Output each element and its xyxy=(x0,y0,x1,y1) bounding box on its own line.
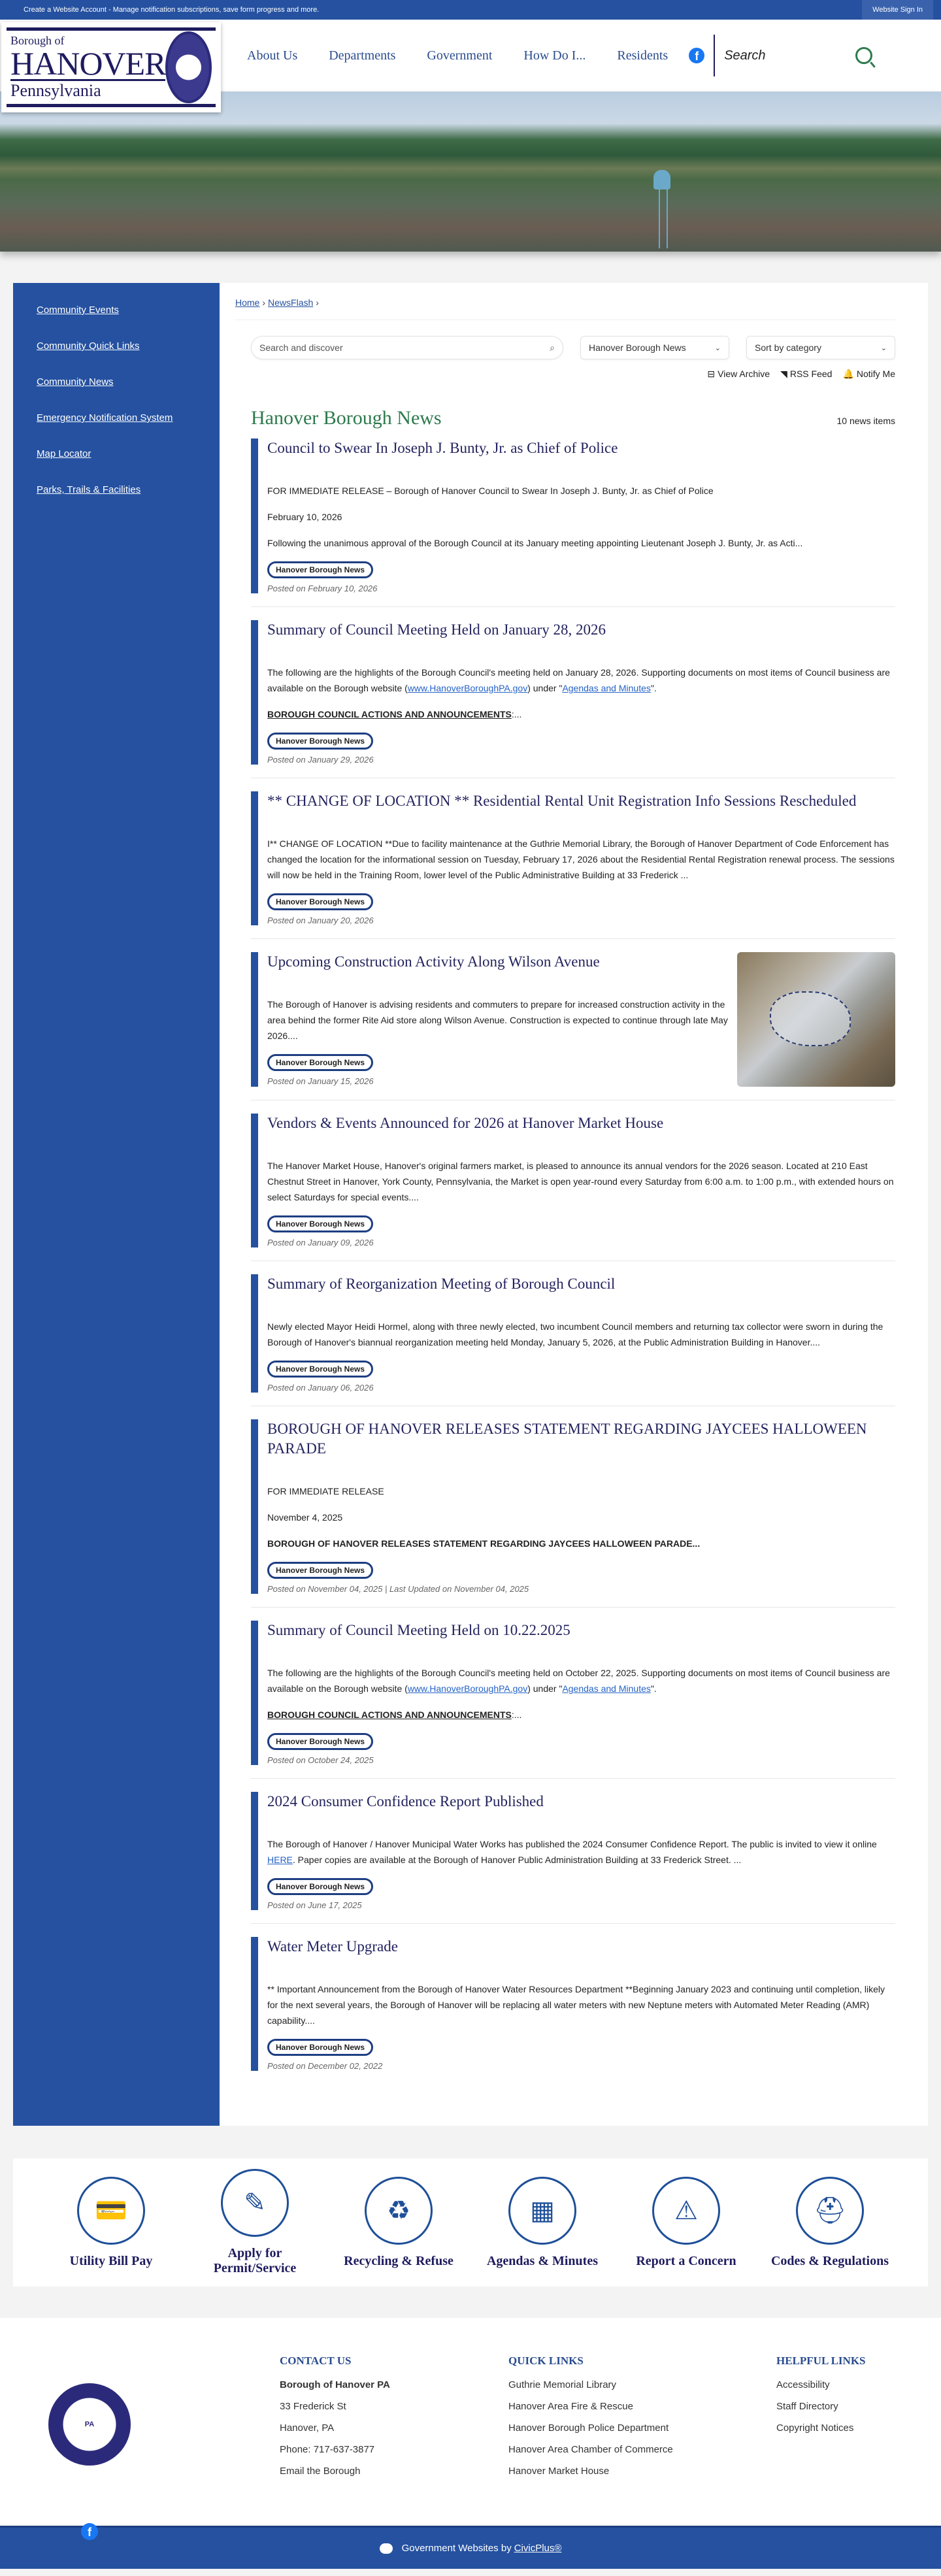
news-list-header xyxy=(251,407,895,429)
news-search-input[interactable] xyxy=(251,336,563,359)
footer-link[interactable]: Hanover Area Chamber of Commerce xyxy=(508,2444,673,2455)
category-tag[interactable]: Hanover Borough News xyxy=(267,561,373,578)
news-text: FOR IMMEDIATE RELEASE xyxy=(267,1486,384,1496)
news-text: Following the unanimous approval of the Borough Council at its January meeting appointing Lieutenant Joseph J. Bunty, Jr. as Acti... xyxy=(267,538,803,548)
agendas-minutes-link[interactable]: Agendas and Minutes xyxy=(562,1683,651,1694)
search-icon[interactable] xyxy=(855,47,872,64)
nav-government[interactable]: Government xyxy=(427,48,493,63)
contact-phone: Phone: 717-637-3877 xyxy=(280,2444,375,2455)
news-item xyxy=(251,1937,895,2084)
news-text: November 4, 2025 xyxy=(267,1512,343,1523)
bell-icon: 🔔 xyxy=(842,369,854,379)
posted-date: Posted on January 06, 2026 xyxy=(267,1383,374,1393)
helpful-links-heading: HELPFUL LINKS xyxy=(776,2354,866,2367)
news-text: FOR IMMEDIATE RELEASE – Borough of Hanover Council to Swear In Joseph J. Bunty, Jr. as Chief of Police xyxy=(267,486,714,496)
category-dropdown[interactable] xyxy=(580,336,729,359)
chevron-down-icon: ⌄ xyxy=(880,344,887,352)
quick-link-label: Report a Concern xyxy=(636,2253,736,2268)
main-content-area xyxy=(13,283,928,2126)
sidebar-item-parks-trails[interactable]: Parks, Trails & Facilities xyxy=(37,484,141,495)
posted-date: Posted on November 04, 2025 | Last Updated on November 04, 2025 xyxy=(267,1584,529,1594)
posted-date: Posted on January 29, 2026 xyxy=(267,755,374,765)
news-item xyxy=(251,791,895,939)
borough-website-link[interactable]: www.HanoverBoroughPA.gov xyxy=(407,683,528,693)
news-title[interactable]: Summary of Reorganization Meeting of Borough Council xyxy=(267,1276,616,1292)
posted-date: Posted on January 20, 2026 xyxy=(267,916,374,925)
create-account-link[interactable]: Create a Website Account - Manage notification subscriptions, save form progress and more. xyxy=(24,6,320,14)
facebook-icon[interactable]: f xyxy=(81,2523,98,2540)
quick-links-bar xyxy=(13,2158,928,2287)
archive-icon: ⊟ xyxy=(707,369,716,379)
category-tag[interactable]: Hanover Borough News xyxy=(267,1054,373,1071)
site-logo[interactable] xyxy=(1,22,221,112)
quick-link-label: Apply for Permit/Service xyxy=(213,2246,297,2275)
page-title: Hanover Borough News xyxy=(251,407,442,429)
logo-line2: HANOVER xyxy=(10,45,166,82)
news-count: 10 news items xyxy=(836,416,895,426)
news-text: ** Important Announcement from the Borough of Hanover Water Resources Department **Beginning January 2023 and continuing until completion, likely for the next several years, the Borough of Hanover will be replacing all water meters with new Neptune meters with Automated Meter Reading (AMR) capability.... xyxy=(267,1984,885,2026)
category-tag[interactable]: Hanover Borough News xyxy=(267,1878,373,1895)
news-text: BOROUGH OF HANOVER RELEASES STATEMENT REGARDING JAYCEES HALLOWEEN PARADE... xyxy=(267,1538,701,1549)
news-item xyxy=(251,1792,895,1924)
contact-city: Hanover, PA xyxy=(280,2422,335,2434)
rss-icon: ◥ xyxy=(780,369,787,379)
posted-date: Posted on February 10, 2026 xyxy=(267,584,378,593)
facebook-icon[interactable]: f xyxy=(689,48,704,63)
report-here-link[interactable]: HERE xyxy=(267,1855,293,1865)
credit-card-icon: 💳 xyxy=(77,2177,145,2245)
nav-departments[interactable]: Departments xyxy=(329,48,396,63)
main-nav xyxy=(247,48,668,63)
sign-in-button[interactable]: Website Sign In xyxy=(862,0,933,20)
sidebar-item-community-quick-links[interactable]: Community Quick Links xyxy=(37,340,140,352)
civicplus-logo-icon xyxy=(380,2543,393,2554)
sidebar-item-community-news[interactable]: Community News xyxy=(37,376,114,388)
news-text: The Hanover Market House, Hanover's original farmers market, is pleased to announce its annual vendors for the 2026 season. Located at 210 East Chestnut Street in Hanover, York County, Pennsylvania, the Market is open year-round every Saturday from 6:00 a.m. to 1:00 p.m., with extended hours on select Saturdays for special events.... xyxy=(267,1161,894,1202)
news-item xyxy=(251,952,895,1100)
search-icon[interactable]: ⌕ xyxy=(550,342,555,353)
posted-date: Posted on January 09, 2026 xyxy=(267,1238,374,1247)
chevron-down-icon: ⌄ xyxy=(714,344,721,352)
breadcrumb-home[interactable]: Home xyxy=(235,297,260,308)
sidebar-item-emergency-notification[interactable]: Emergency Notification System xyxy=(37,412,173,423)
credit-bar xyxy=(0,2526,941,2569)
news-text: I** CHANGE OF LOCATION **Due to facility maintenance at the Guthrie Memorial Library, the Borough of Hanover Department of Code Enforcement has changed the location for the informational session on Tuesday, February 17, 2026 about the Residential Rental Registration renewal process. The sessions will now be held in the Training Room, lower level of the Public Administrative Building at 33 Frederick ... xyxy=(267,838,895,880)
news-text: The following are the highlights of the Borough Council's meeting held on October 22, 2025. Supporting documents on most items of Council business are available on the Borough website (www.HanoverBoroughPA.gov) under "Agendas and Minutes". xyxy=(267,1668,890,1694)
logo-line3: Pennsylvania xyxy=(10,81,101,100)
footer-link[interactable]: Staff Directory xyxy=(776,2401,838,2412)
footer xyxy=(0,2318,941,2539)
news-title[interactable]: Water Meter Upgrade xyxy=(267,1938,398,1955)
breadcrumb-newsflash[interactable]: NewsFlash xyxy=(268,297,314,308)
footer-link[interactable]: Copyright Notices xyxy=(776,2422,854,2434)
category-tag[interactable]: Hanover Borough News xyxy=(267,1733,373,1750)
news-text: Newly elected Mayor Heidi Hormel, along with three newly elected, two incumbent Council members and returning tax collector were sworn in during the Borough of Hanover's biannual reorganization meeting held Monday, January 5, 2026, at the Public Administration Building in Hanover.... xyxy=(267,1321,883,1347)
news-title[interactable]: Summary of Council Meeting Held on January 28, 2026 xyxy=(267,621,606,638)
news-text: The Borough of Hanover is advising residents and commuters to prepare for increased construction activity in the area behind the former Rite Aid store along Wilson Avenue. Construction is expected to continue through late May 2026.... xyxy=(267,999,728,1041)
news-actions xyxy=(235,369,895,380)
news-item xyxy=(251,620,895,778)
search-placeholder: Search and discover xyxy=(259,342,343,353)
contact-name: Borough of Hanover PA xyxy=(280,2379,390,2390)
notify-me-label: Notify Me xyxy=(856,369,895,379)
category-tag[interactable]: Hanover Borough News xyxy=(267,1215,373,1232)
category-value: Hanover Borough News xyxy=(589,342,686,353)
posted-date: Posted on June 17, 2025 xyxy=(267,1900,362,1910)
logo-line1: Borough of xyxy=(10,34,65,47)
footer-link[interactable]: Hanover Borough Police Department xyxy=(508,2422,669,2434)
contact-heading: CONTACT US xyxy=(280,2354,352,2367)
quick-link-label: Codes & Regulations xyxy=(770,2253,889,2268)
sidebar xyxy=(13,283,220,2126)
news-title[interactable]: Council to Swear In Joseph J. Bunty, Jr. as Chief of Police xyxy=(267,440,618,456)
contact-address: 33 Frederick St xyxy=(280,2401,346,2412)
stamp-icon: ✎ xyxy=(221,2169,289,2237)
sidebar-item-community-events[interactable]: Community Events xyxy=(37,305,119,316)
filters-bar xyxy=(251,336,895,359)
civicplus-link[interactable]: CivicPlus® xyxy=(514,2543,562,2554)
footer-link[interactable]: Guthrie Memorial Library xyxy=(508,2379,617,2390)
news-text: The following are the highlights of the Borough Council's meeting held on January 28, 2026. Supporting documents on most items of Council business are available on the Borough website (www.HanoverBoroughPA.gov) under "Agendas and Minutes". xyxy=(267,667,890,693)
footer-seal-icon: PA xyxy=(48,2383,131,2466)
construction-map-thumbnail[interactable] xyxy=(737,952,895,1087)
posted-date: Posted on October 24, 2025 xyxy=(267,1755,374,1765)
view-archive-label: View Archive xyxy=(718,369,770,379)
footer-link[interactable]: Accessibility xyxy=(776,2379,830,2390)
header-search[interactable] xyxy=(714,35,874,76)
hero-banner-image xyxy=(0,91,941,252)
posted-date: Posted on January 15, 2026 xyxy=(267,1076,374,1086)
quick-links-heading: QUICK LINKS xyxy=(508,2354,584,2367)
category-tag[interactable]: Hanover Borough News xyxy=(267,733,373,750)
news-title[interactable]: Upcoming Construction Activity Along Wilson Avenue xyxy=(267,953,600,970)
borough-website-link[interactable]: www.HanoverBoroughPA.gov xyxy=(407,1683,528,1694)
rss-feed-link[interactable] xyxy=(780,369,832,380)
news-title[interactable]: BOROUGH OF HANOVER RELEASES STATEMENT REGARDING JAYCEES HALLOWEEN PARADE xyxy=(267,1421,867,1457)
quick-link-label: Recycling & Refuse xyxy=(344,2253,454,2268)
sort-dropdown[interactable] xyxy=(746,336,895,359)
news-content xyxy=(220,283,928,2126)
credit-text: Government Websites by xyxy=(401,2543,512,2554)
calendar-chat-icon: ▦ xyxy=(508,2177,576,2245)
news-text: BOROUGH COUNCIL ACTIONS AND ANNOUNCEMENTS:... xyxy=(267,1709,522,1720)
news-item xyxy=(251,1621,895,1779)
quick-link-apply-permit[interactable] xyxy=(190,2169,320,2276)
notify-me-link[interactable] xyxy=(842,369,895,380)
category-tag[interactable]: Hanover Borough News xyxy=(267,1361,373,1378)
posted-date: Posted on December 02, 2022 xyxy=(267,2061,383,2071)
warning-chat-icon: ⚠ xyxy=(652,2177,720,2245)
footer-link[interactable]: Hanover Market House xyxy=(508,2466,610,2477)
quick-link-label: Utility Bill Pay xyxy=(69,2253,153,2268)
quick-link-utility-bill-pay[interactable] xyxy=(46,2177,176,2269)
footer-contact xyxy=(280,2354,390,2487)
category-tag[interactable]: Hanover Borough News xyxy=(267,893,373,910)
email-link[interactable]: Email the Borough xyxy=(280,2466,361,2477)
footer-link[interactable]: Hanover Area Fire & Rescue xyxy=(508,2401,633,2412)
recycle-icon: ♻ xyxy=(365,2177,433,2245)
nav-residents[interactable]: Residents xyxy=(617,48,669,63)
news-item xyxy=(251,1274,895,1406)
quick-link-codes[interactable] xyxy=(765,2177,895,2269)
rss-feed-label: RSS Feed xyxy=(789,369,833,379)
category-tag[interactable]: Hanover Borough News xyxy=(267,2039,373,2056)
header-search-input[interactable]: Search xyxy=(724,48,766,63)
sidebar-item-map-locator[interactable]: Map Locator xyxy=(37,448,91,459)
news-title[interactable]: 2024 Consumer Confidence Report Published xyxy=(267,1793,544,1809)
quick-link-agendas[interactable] xyxy=(477,2177,608,2269)
borough-seal-icon xyxy=(165,31,212,103)
news-item xyxy=(251,1114,895,1261)
footer-helpful-links xyxy=(776,2354,866,2444)
nav-about-us[interactable]: About Us xyxy=(247,48,298,63)
news-text: BOROUGH COUNCIL ACTIONS AND ANNOUNCEMENTS:... xyxy=(267,709,522,719)
site-header xyxy=(0,20,941,100)
sort-value: Sort by category xyxy=(755,342,821,353)
news-title[interactable]: Summary of Council Meeting Held on 10.22.2025 xyxy=(267,1622,570,1638)
footer-quick-links xyxy=(508,2354,673,2487)
top-bar xyxy=(0,0,941,20)
quick-link-recycling[interactable] xyxy=(333,2177,464,2269)
news-item xyxy=(251,438,895,607)
category-tag[interactable]: Hanover Borough News xyxy=(267,1562,373,1579)
quick-link-label: Agendas & Minutes xyxy=(486,2253,598,2268)
news-text: The Borough of Hanover / Hanover Municipal Water Works has published the 2024 Consumer Confidence Report. The public is invited to view it online HERE. Paper copies are available at the Borough of Hanover Public Administration Building at 33 Frederick Street. ... xyxy=(267,1839,877,1865)
view-archive-link[interactable] xyxy=(707,369,770,380)
breadcrumb: Home › NewsFlash › xyxy=(235,297,895,320)
quick-link-report-concern[interactable] xyxy=(621,2177,751,2269)
agendas-minutes-link[interactable]: Agendas and Minutes xyxy=(562,683,651,693)
news-title[interactable]: Vendors & Events Announced for 2026 at Hanover Market House xyxy=(267,1115,664,1131)
news-text: February 10, 2026 xyxy=(267,512,342,522)
hard-hat-icon: ⛑ xyxy=(796,2177,864,2245)
news-item xyxy=(251,1419,895,1608)
nav-how-do-i[interactable]: How Do I... xyxy=(523,48,586,63)
news-title[interactable]: ** CHANGE OF LOCATION ** Residential Rental Unit Registration Info Sessions Rescheduled xyxy=(267,793,857,809)
